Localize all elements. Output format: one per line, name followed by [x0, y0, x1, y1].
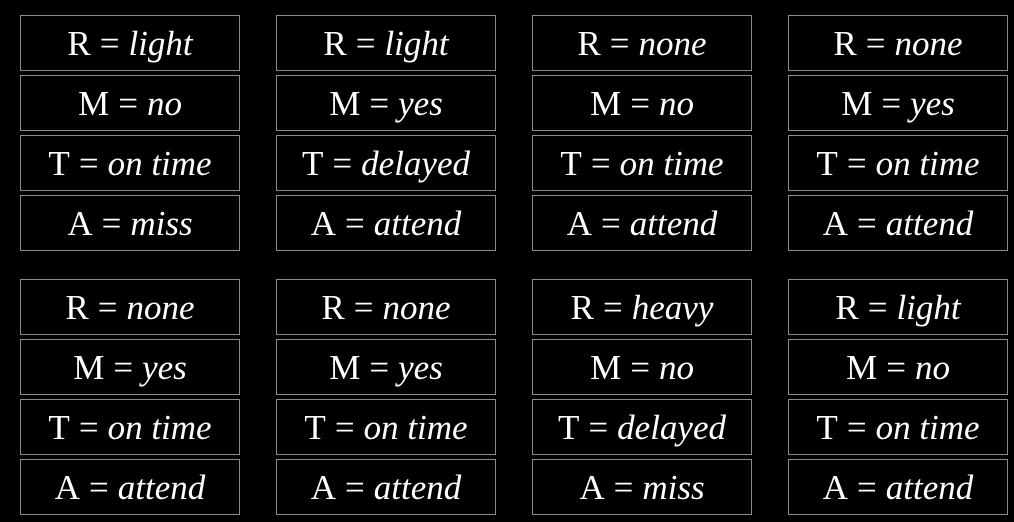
variable-value: none: [126, 287, 195, 327]
variable-value: attend: [373, 467, 462, 507]
variable-letter: M: [590, 347, 622, 387]
equals-sign: =: [609, 23, 630, 63]
variable-letter: T: [302, 143, 324, 183]
variable-value: yes: [398, 83, 443, 123]
variable-letter: T: [558, 407, 580, 447]
equals-sign: =: [865, 23, 886, 63]
variable-value: miss: [642, 467, 705, 507]
equals-sign: =: [78, 407, 99, 447]
variable-letter: M: [329, 83, 361, 123]
assignment-cell: [788, 399, 1008, 455]
assignment-cell: [20, 399, 240, 455]
variable-value: light: [896, 287, 961, 327]
equals-sign: =: [369, 83, 390, 123]
variable-letter: M: [329, 347, 361, 387]
assignment-cell: [532, 75, 752, 131]
variable-value: miss: [130, 203, 193, 243]
equals-sign: =: [613, 467, 634, 507]
variable-value: delayed: [361, 143, 470, 183]
equals-sign: =: [334, 407, 355, 447]
assignment-cell: [276, 15, 496, 71]
variable-letter: M: [846, 347, 878, 387]
variable-value: yes: [142, 347, 187, 387]
variable-value: no: [914, 347, 950, 387]
variable-value: yes: [910, 83, 955, 123]
variable-value: on time: [875, 143, 980, 183]
variable-value: none: [894, 23, 963, 63]
variable-letter: T: [48, 407, 70, 447]
variable-value: attend: [117, 467, 206, 507]
equals-sign: =: [345, 203, 365, 243]
assignment-cell: [20, 339, 240, 395]
equals-sign: =: [590, 143, 611, 183]
equals-sign: =: [101, 203, 122, 243]
equals-sign: =: [97, 287, 118, 327]
variable-value: none: [382, 287, 451, 327]
variable-value: yes: [398, 347, 443, 387]
variable-letter: R: [570, 287, 594, 327]
variable-letter: A: [310, 467, 337, 507]
equals-sign: =: [332, 143, 353, 183]
equals-sign: =: [588, 407, 609, 447]
variable-letter: M: [590, 83, 622, 123]
variable-letter: T: [304, 407, 326, 447]
equals-sign: =: [881, 83, 902, 123]
variable-letter: M: [841, 83, 873, 123]
sample-row-top: [20, 15, 1008, 251]
variable-letter: A: [566, 203, 593, 243]
equals-sign: =: [630, 347, 650, 387]
equals-sign: =: [857, 203, 877, 243]
variable-value: attend: [885, 203, 974, 243]
equals-sign: =: [630, 83, 650, 123]
variable-value: light: [384, 23, 449, 63]
variable-letter: R: [833, 23, 857, 63]
assignment-cell: [20, 135, 240, 191]
variable-letter: T: [816, 407, 838, 447]
equals-sign: =: [846, 143, 867, 183]
assignment-cell: [532, 339, 752, 395]
assignment-cell: [532, 135, 752, 191]
variable-letter: A: [310, 203, 337, 243]
sample-box-2: [276, 15, 496, 251]
assignment-cell: [276, 135, 496, 191]
equals-sign: =: [886, 347, 906, 387]
equals-sign: =: [89, 467, 109, 507]
variable-letter: R: [835, 287, 859, 327]
assignment-cell: [788, 459, 1008, 515]
variable-letter: T: [560, 143, 582, 183]
sample-box-7: [532, 279, 752, 515]
equals-sign: =: [603, 287, 623, 327]
sample-box-4: [788, 15, 1008, 251]
assignment-cell: [276, 75, 496, 131]
variable-letter: A: [54, 467, 81, 507]
variable-value: on time: [363, 407, 468, 447]
sample-box-6: [276, 279, 496, 515]
variable-letter: A: [67, 203, 93, 243]
sample-box-3: [532, 15, 752, 251]
equals-sign: =: [99, 23, 120, 63]
equals-sign: =: [601, 203, 621, 243]
variable-value: none: [638, 23, 707, 63]
assignment-cell: [20, 279, 240, 335]
assignment-cell: [276, 339, 496, 395]
variable-letter: R: [577, 23, 601, 63]
variable-value: no: [658, 347, 694, 387]
assignment-cell: [532, 399, 752, 455]
variable-value: on time: [107, 143, 212, 183]
variable-value: attend: [373, 203, 462, 243]
assignment-cell: [276, 459, 496, 515]
assignment-cell: [532, 279, 752, 335]
equals-sign: =: [353, 287, 374, 327]
assignment-cell: [788, 135, 1008, 191]
equals-sign: =: [867, 287, 888, 327]
assignment-cell: [532, 459, 752, 515]
assignment-cell: [20, 195, 240, 251]
assignment-cell: [788, 195, 1008, 251]
equals-sign: =: [118, 83, 138, 123]
variable-letter: A: [579, 467, 605, 507]
variable-letter: M: [73, 347, 105, 387]
variable-letter: M: [78, 83, 110, 123]
equals-sign: =: [78, 143, 99, 183]
variable-letter: R: [65, 287, 89, 327]
variable-value: no: [146, 83, 182, 123]
sample-box-5: [20, 279, 240, 515]
assignment-cell: [20, 15, 240, 71]
equals-sign: =: [355, 23, 376, 63]
variable-value: attend: [629, 203, 718, 243]
assignment-cell: [532, 195, 752, 251]
equals-sign: =: [113, 347, 134, 387]
variable-letter: A: [822, 467, 849, 507]
equals-sign: =: [857, 467, 877, 507]
variable-value: on time: [619, 143, 724, 183]
variable-value: light: [128, 23, 193, 63]
variable-letter: R: [67, 23, 91, 63]
sample-box-1: [20, 15, 240, 251]
assignment-cell: [276, 399, 496, 455]
variable-letter: T: [48, 143, 70, 183]
variable-value: attend: [885, 467, 974, 507]
variable-letter: A: [822, 203, 849, 243]
assignment-cell: [276, 279, 496, 335]
variable-letter: R: [321, 287, 345, 327]
variable-letter: R: [323, 23, 347, 63]
variable-value: on time: [107, 407, 212, 447]
assignment-cell: [532, 15, 752, 71]
variable-value: delayed: [617, 407, 726, 447]
sample-box-8: [788, 279, 1008, 515]
sample-row-bottom: [20, 279, 1008, 515]
assignment-cell: [788, 75, 1008, 131]
samples-grid: [20, 15, 1008, 515]
assignment-cell: [276, 195, 496, 251]
variable-value: no: [658, 83, 694, 123]
assignment-cell: [20, 75, 240, 131]
assignment-cell: [20, 459, 240, 515]
assignment-cell: [788, 339, 1008, 395]
assignment-cell: [788, 15, 1008, 71]
variable-value: heavy: [631, 287, 714, 327]
equals-sign: =: [369, 347, 390, 387]
assignment-cell: [788, 279, 1008, 335]
variable-letter: T: [816, 143, 838, 183]
equals-sign: =: [345, 467, 365, 507]
variable-value: on time: [875, 407, 980, 447]
equals-sign: =: [846, 407, 867, 447]
